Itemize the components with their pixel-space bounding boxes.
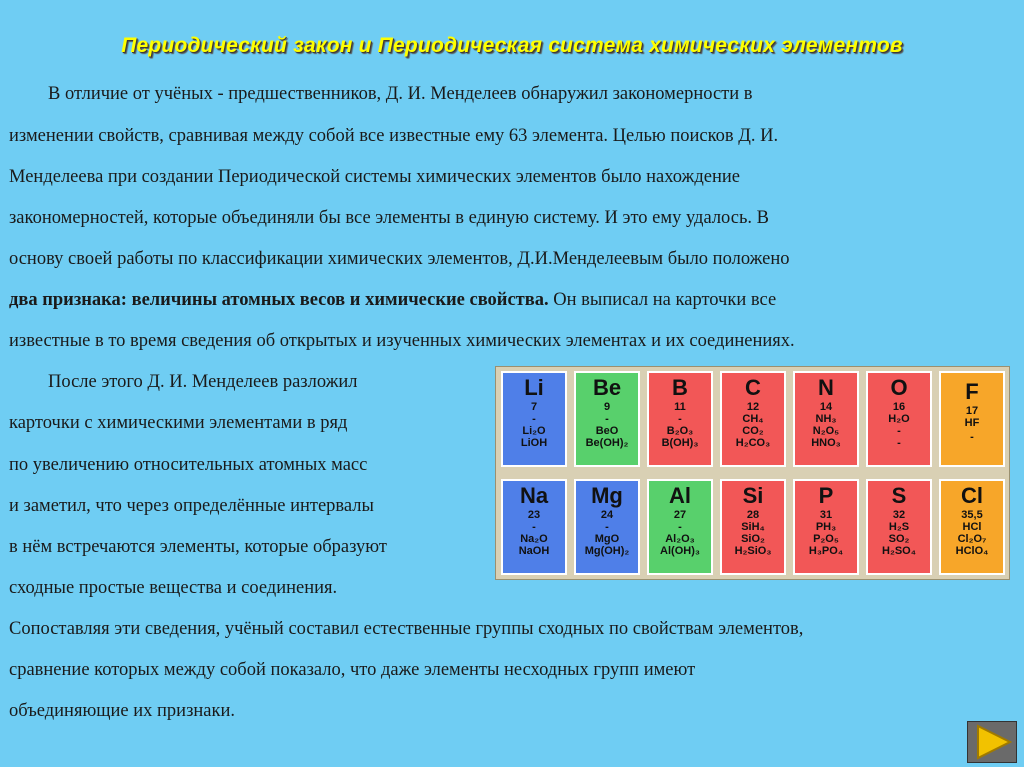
element-symbol: C	[745, 375, 761, 400]
p1-line3: Менделеева при создании Периодической системы химических элементов было нахождение	[9, 167, 740, 187]
oxide: -	[897, 425, 901, 437]
hydride: PH₃	[815, 521, 837, 533]
element-symbol: Al	[669, 483, 691, 508]
element-card	[647, 479, 713, 575]
p1-line4: закономерностей, которые объединяли бы все элементы в единую систему. И это ему удалось. В	[9, 208, 769, 228]
p2-line3: по увеличению относительных атомных масс	[9, 455, 368, 475]
atomic-mass: 12	[746, 401, 760, 413]
oxide: Cl₂O₇	[957, 533, 987, 545]
hydride: -	[678, 413, 682, 425]
element-card	[501, 371, 567, 467]
hydride: H₂S	[888, 521, 910, 533]
oxide: N₂O₅	[812, 425, 840, 437]
element-symbol: Cl	[961, 483, 983, 508]
oxide: P₂O₅	[813, 533, 839, 545]
hydroxide: H₂SiO₃	[734, 545, 772, 557]
p1-line7: известные в то время сведения об открытых и изученных химических элементах и их соединениях.	[9, 331, 795, 351]
next-slide-button[interactable]	[967, 721, 1017, 763]
hydride: -	[605, 413, 609, 425]
element-symbol: O	[890, 375, 908, 400]
element-symbol: P	[818, 483, 834, 508]
hydroxide: LiOH	[520, 437, 548, 449]
atomic-mass: 24	[600, 509, 614, 521]
atomic-mass: 23	[527, 509, 541, 521]
oxide: Na₂O	[520, 533, 548, 545]
hydride: -	[678, 521, 682, 533]
element-card	[793, 479, 859, 575]
oxide: BeO	[595, 425, 619, 437]
element-symbol: Na	[519, 483, 549, 508]
hydride: HF	[964, 417, 980, 429]
p2-line5: в нём встречаются элементы, которые образуют	[9, 537, 387, 557]
key-features: два признака: величины атомных весов и химические свойства.	[9, 290, 549, 310]
oxide: B₂O₃	[666, 425, 694, 437]
p2-line6: сходные простые вещества и соединения.	[9, 578, 338, 598]
element-symbol: Be	[592, 375, 622, 400]
element-symbol: Li	[524, 375, 544, 400]
atomic-mass: 16	[892, 401, 906, 413]
element-card	[501, 479, 567, 575]
hydroxide: HNO₃	[811, 437, 841, 449]
element-card	[720, 371, 786, 467]
p1-line2: изменении свойств, сравнивая между собой все известные ему 63 элемента. Целью поисков Д. И.	[9, 126, 779, 146]
p2-line2: карточки с химическими элементами в ряд	[9, 413, 348, 433]
hydroxide: -	[970, 431, 974, 443]
hydroxide: Mg(OH)₂	[584, 545, 630, 557]
element-card	[939, 479, 1005, 575]
hydride: NH₃	[815, 413, 837, 425]
element-card	[866, 479, 932, 575]
p3-line1: Сопоставляя эти сведения, учёный составил естественные группы сходных по свойствам элементов,	[9, 619, 804, 639]
hydroxide: NaOH	[518, 545, 550, 557]
p1-line6	[9, 290, 776, 310]
p2-line1: После этого Д. И. Менделеев разложил	[48, 372, 358, 392]
hydride: CH₄	[742, 413, 764, 425]
oxide: SiO₂	[741, 533, 765, 545]
hydroxide: H₃PO₄	[808, 545, 844, 557]
p1-line5: основу своей работы по классификации химических элементов, Д.И.Менделеевым было положено	[9, 249, 790, 269]
oxide: MgO	[594, 533, 620, 545]
atomic-mass: 32	[892, 509, 906, 521]
play-triangle-icon	[968, 722, 1016, 762]
atomic-mass: 28	[746, 509, 760, 521]
atomic-mass: 7	[530, 401, 538, 413]
atomic-mass: 14	[819, 401, 833, 413]
page-title: Периодический закон и Периодическая система химических элементов	[121, 34, 903, 57]
oxide: Al₂O₃	[665, 533, 695, 545]
element-card	[866, 371, 932, 467]
element-card	[939, 371, 1005, 467]
atomic-mass: 11	[674, 401, 686, 413]
hydride: -	[605, 521, 609, 533]
element-symbol: Mg	[591, 483, 623, 508]
oxide: SO₂	[888, 533, 910, 545]
p1-line1: В отличие от учёных - предшественников, Д. И. Менделеев обнаружил закономерности в	[48, 84, 753, 104]
element-symbol: F	[965, 379, 979, 404]
element-card	[793, 371, 859, 467]
hydroxide: H₂SO₄	[882, 545, 916, 557]
atomic-mass: 9	[603, 401, 611, 413]
element-card	[720, 479, 786, 575]
p3-line3: объединяющие их признаки.	[9, 701, 236, 721]
element-symbol: N	[818, 375, 834, 400]
hydroxide: B(OH)₃	[661, 437, 699, 449]
p2-line4: и заметил, что через определённые интервалы	[9, 496, 374, 516]
element-symbol: S	[891, 483, 907, 508]
element-card	[574, 479, 640, 575]
oxide: CO₂	[742, 425, 764, 437]
atomic-mass: 27	[673, 509, 687, 521]
atomic-mass: 35,5	[961, 509, 983, 521]
p3-line2: сравнение которых между собой показало, что даже элементы несходных групп имеют	[9, 660, 696, 680]
element-cards-table	[495, 366, 1010, 580]
hydride: -	[532, 413, 536, 425]
hydride: -	[532, 521, 536, 533]
hydroxide: HClO₄	[955, 545, 989, 557]
element-card	[647, 371, 713, 467]
element-card	[574, 371, 640, 467]
hydroxide: H₂CO₃	[735, 437, 771, 449]
atomic-mass: 17	[965, 405, 979, 417]
hydride: HCl	[962, 521, 982, 533]
oxide: Li₂O	[522, 425, 546, 437]
element-symbol: B	[672, 375, 688, 400]
atomic-mass: 31	[819, 509, 833, 521]
hydroxide: -	[897, 437, 901, 449]
element-symbol: Si	[742, 483, 764, 508]
hydride: H₂O	[888, 413, 910, 425]
hydroxide: Al(OH)₃	[660, 545, 700, 557]
hydride: SiH₄	[741, 521, 765, 533]
hydroxide: Be(OH)₂	[585, 437, 629, 449]
p1-line6-rest: Он выписал на карточки все	[548, 290, 777, 310]
